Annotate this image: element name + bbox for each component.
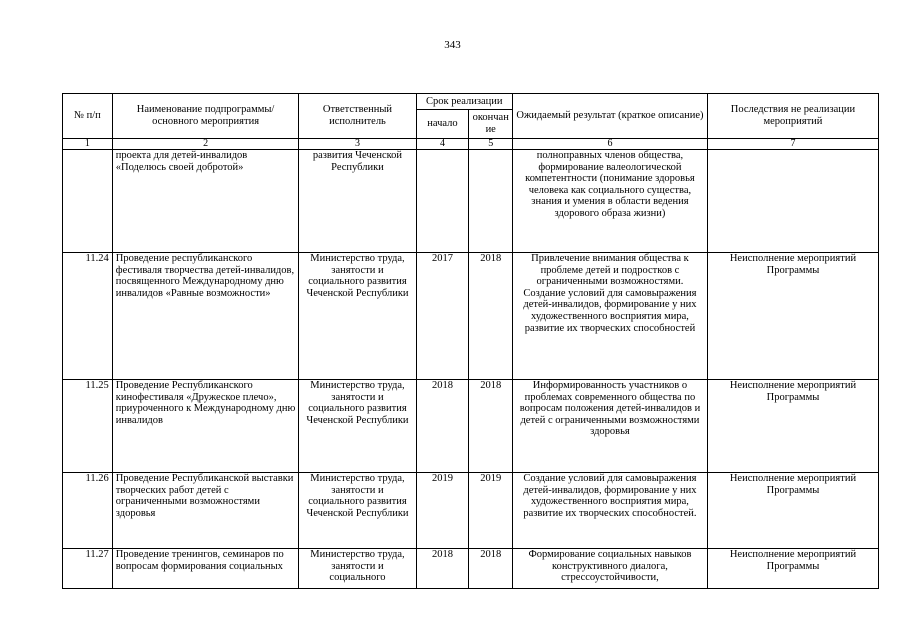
row-number: 11.24	[63, 253, 113, 380]
consequence: Неисполнение мероприятий Программы	[707, 549, 878, 589]
table-row	[63, 380, 879, 473]
column-number: 7	[707, 139, 878, 150]
activity-name: Проведение Республиканской выставки творческих работ детей с ограниченными возможностями здоровья	[112, 473, 299, 549]
activity-name: Проведение тренингов, семинаров по вопросам формирования социальных	[112, 549, 299, 589]
responsible-executor: Министерство труда, занятости и социального развития Чеченской Республики	[299, 473, 416, 549]
responsible-executor: Министерство труда, занятости и социального развития Чеченской Республики	[299, 380, 416, 473]
header-num: № п/п	[63, 94, 113, 139]
header-row-top	[63, 94, 879, 110]
expected-result: Привлечение внимания общества к проблеме детей и подростков с ограниченными возможностями. Создание условий для самовыражения детей-инвалидов, формирование у них художественного восприятия мира, развитие их творческих способностей	[512, 253, 707, 380]
page-number: 343	[444, 39, 461, 51]
table-row	[63, 253, 879, 380]
column-number-row	[63, 139, 879, 150]
start-year: 2019	[416, 473, 469, 549]
column-number: 5	[469, 139, 513, 150]
responsible-executor: развития Чеченской Республики	[299, 150, 416, 253]
start-year: 2017	[416, 253, 469, 380]
activity-name: Проведение Республиканского кинофестиваля «Дружеское плечо», приуроченного к Международному дню инвалидов	[112, 380, 299, 473]
activity-name: Проведение республиканского фестиваля творчества детей-инвалидов, посвященного Международному дню инвалидов «Равные возможности»	[112, 253, 299, 380]
program-activities-table	[62, 93, 879, 589]
row-number: 11.26	[63, 473, 113, 549]
end-year: 2018	[469, 253, 513, 380]
table-row	[63, 473, 879, 549]
end-year	[469, 150, 513, 253]
header-name: Наименование подпрограммы/ основного мероприятия	[112, 94, 299, 139]
expected-result: Формирование социальных навыков конструктивного диалога, стрессоустойчивости,	[512, 549, 707, 589]
header-end: окончание	[469, 110, 513, 139]
end-year: 2018	[469, 549, 513, 589]
activity-name: проекта для детей-инвалидов «Поделюсь своей добротой»	[112, 150, 299, 253]
start-year	[416, 150, 469, 253]
column-number: 1	[63, 139, 113, 150]
expected-result: Создание условий для самовыражения детей-инвалидов, формирование у них художественного восприятия мира, развитие их творческих способностей.	[512, 473, 707, 549]
row-number: 11.25	[63, 380, 113, 473]
row-number: 11.27	[63, 549, 113, 589]
end-year: 2018	[469, 380, 513, 473]
consequence: Неисполнение мероприятий Программы	[707, 380, 878, 473]
column-number: 2	[112, 139, 299, 150]
column-number: 4	[416, 139, 469, 150]
expected-result: Информированность участников о проблемах современного общества по вопросам положения детей-инвалидов и детей с ограниченными возможностями здоровья	[512, 380, 707, 473]
table-row	[63, 549, 879, 589]
consequence	[707, 150, 878, 253]
header-start: начало	[416, 110, 469, 139]
consequence: Неисполнение мероприятий Программы	[707, 253, 878, 380]
row-number	[63, 150, 113, 253]
header-result: Ожидаемый результат (краткое описание)	[512, 94, 707, 139]
expected-result: полноправных членов общества, формирование валеологической компетентности (понимание здоровья человека как социального существа, знания и умения в области ведения здорового образа жизни)	[512, 150, 707, 253]
start-year: 2018	[416, 380, 469, 473]
header-consequences: Последствия не реализации мероприятий	[707, 94, 878, 139]
table-row	[63, 150, 879, 253]
column-number: 3	[299, 139, 416, 150]
start-year: 2018	[416, 549, 469, 589]
consequence: Неисполнение мероприятий Программы	[707, 473, 878, 549]
header-responsible: Ответственный исполнитель	[299, 94, 416, 139]
column-number: 6	[512, 139, 707, 150]
responsible-executor: Министерство труда, занятости и социального	[299, 549, 416, 589]
responsible-executor: Министерство труда, занятости и социального развития Чеченской Республики	[299, 253, 416, 380]
end-year: 2019	[469, 473, 513, 549]
header-period: Срок реализации	[416, 94, 512, 110]
